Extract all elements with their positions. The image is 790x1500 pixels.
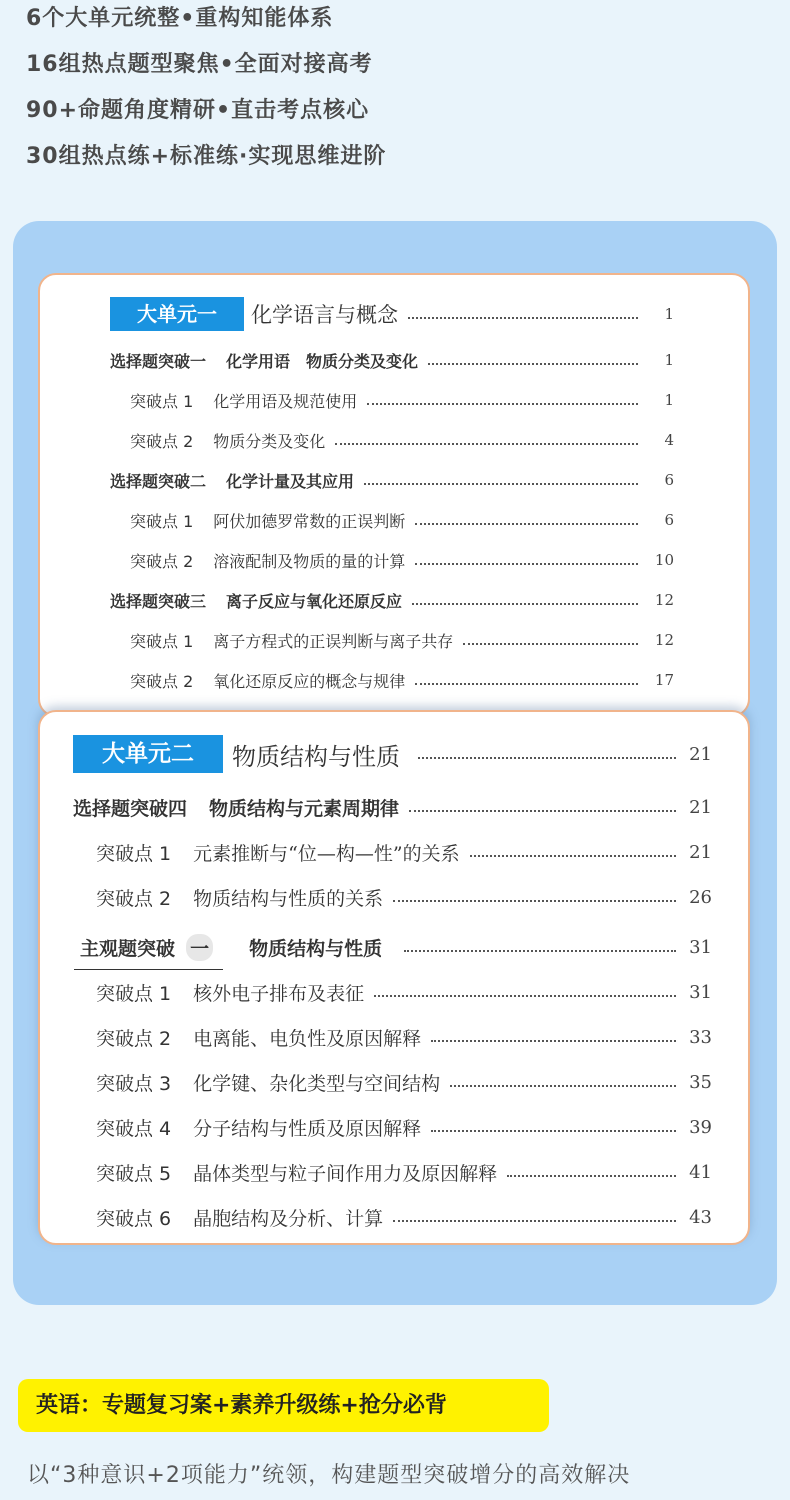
feature-line: 90+命题角度精研•直击考点核心 — [26, 98, 370, 123]
entry-title: 电离能、电负性及原因解释 — [193, 1027, 422, 1050]
page-number: 21 — [689, 796, 712, 818]
subjective-label — [80, 934, 213, 961]
entry-title: 化学计量及其应用 — [226, 471, 355, 491]
toc-entry[interactable] — [130, 387, 674, 413]
page-number: 21 — [689, 743, 712, 765]
entry-title: 离子反应与氧化还原反应 — [226, 591, 403, 611]
page-number: 12 — [654, 631, 674, 649]
entry-title: 阿伏加德罗常数的正误判断 — [213, 511, 406, 531]
toc-entry[interactable] — [96, 1022, 712, 1052]
dot-leader — [393, 1220, 676, 1222]
entry-label: 突破点 2 — [96, 1027, 172, 1050]
dot-leader — [374, 995, 676, 997]
dot-leader — [415, 523, 638, 525]
unit2-card — [38, 710, 750, 1245]
entry-label: 选择题突破四 — [73, 797, 188, 820]
dot-leader — [367, 403, 638, 405]
toc-entry[interactable] — [96, 837, 712, 867]
toc-entry[interactable] — [96, 1067, 712, 1097]
toc-entry[interactable] — [130, 547, 674, 573]
page-number: 31 — [689, 936, 712, 958]
dot-leader — [415, 563, 638, 565]
page-number: 33 — [689, 1026, 712, 1048]
dot-leader — [428, 363, 638, 365]
feature-line: 16组热点题型聚焦•全面对接高考 — [26, 52, 373, 77]
dot-leader — [463, 643, 638, 645]
dot-leader — [415, 683, 638, 685]
underline — [74, 969, 223, 970]
dot-leader — [404, 950, 676, 952]
page-number: 41 — [689, 1161, 712, 1183]
entry-title: 分子结构与性质及原因解释 — [193, 1117, 422, 1140]
dot-leader — [393, 900, 676, 902]
dot-leader — [450, 1085, 676, 1087]
dot-leader — [431, 1130, 676, 1132]
entry-label: 突破点 1 — [130, 631, 194, 651]
entry-title: 溶液配制及物质的量的计算 — [213, 551, 406, 571]
dot-leader — [364, 483, 638, 485]
toc-entry[interactable] — [130, 427, 674, 453]
page-number: 6 — [664, 511, 674, 529]
unit2-heading[interactable] — [73, 735, 712, 773]
entry-title: 核外电子排布及表征 — [193, 982, 365, 1005]
entry-label: 突破点 2 — [130, 551, 194, 571]
toc-entry[interactable] — [73, 792, 712, 822]
entry-title: 离子方程式的正误判断与离子共存 — [213, 631, 454, 651]
entry-label: 突破点 1 — [130, 391, 194, 411]
dot-leader — [409, 810, 676, 812]
entry-label: 突破点 5 — [96, 1162, 172, 1185]
toc-entry[interactable] — [96, 1202, 712, 1232]
entry-label: 突破点 3 — [96, 1072, 172, 1095]
entry-label: 主观题突破 — [80, 937, 176, 960]
entry-label: 突破点 1 — [96, 982, 172, 1005]
entry-title: 氧化还原反应的概念与规律 — [213, 671, 406, 691]
unit1-heading[interactable] — [110, 297, 674, 331]
entry-title: 物质结构与元素周期律 — [209, 797, 400, 820]
toc-entry[interactable] — [130, 667, 674, 693]
entry-title: 物质结构与性质 — [249, 937, 383, 960]
bottom-description: 以“3种意识+2项能力”统领，构建题型突破增分的高效解决 — [27, 1463, 631, 1488]
entry-title: 化学键、杂化类型与空间结构 — [193, 1072, 441, 1095]
toc-entry[interactable] — [96, 1112, 712, 1142]
feature-list — [26, 0, 386, 180]
page-number: 10 — [654, 551, 674, 569]
page-number: 21 — [689, 841, 712, 863]
toc-entry[interactable] — [130, 507, 674, 533]
page-number: 43 — [689, 1206, 712, 1228]
dot-leader — [335, 443, 638, 445]
page-number: 26 — [689, 886, 712, 908]
page-number: 1 — [664, 305, 674, 323]
entry-title: 晶胞结构及分析、计算 — [193, 1207, 384, 1230]
unit2-badge: 大单元二 — [73, 735, 223, 773]
entry-title: 化学用语及规范使用 — [213, 391, 358, 411]
dot-leader — [418, 757, 676, 759]
entry-label: 突破点 1 — [130, 511, 194, 531]
unit2-title: 物质结构与性质 — [232, 742, 400, 771]
toc-entry[interactable] — [130, 627, 674, 653]
unit1-title: 化学语言与概念 — [251, 303, 398, 327]
dot-leader — [507, 1175, 676, 1177]
toc-entry[interactable] — [110, 467, 674, 493]
entry-label: 突破点 4 — [96, 1117, 172, 1140]
toc-entry[interactable] — [96, 977, 712, 1007]
dot-leader — [408, 317, 638, 319]
page-number: 12 — [654, 591, 674, 609]
unit1-badge: 大单元一 — [110, 297, 244, 331]
page-number: 1 — [664, 351, 674, 369]
page-number: 6 — [664, 471, 674, 489]
feature-line: 30组热点练+标准练·实现思维进阶 — [26, 144, 387, 169]
entry-label: 突破点 2 — [130, 671, 194, 691]
dot-leader — [431, 1040, 676, 1042]
page-number: 31 — [689, 981, 712, 1003]
feature-line: 6个大单元统整•重构知能体系 — [26, 6, 334, 31]
dot-leader — [412, 603, 638, 605]
entry-title: 物质结构与性质的关系 — [193, 887, 384, 910]
unit1-card — [38, 273, 750, 717]
page-number: 39 — [689, 1116, 712, 1138]
entry-label: 突破点 6 — [96, 1207, 172, 1230]
entry-label: 选择题突破二 — [110, 471, 207, 491]
entry-label: 突破点 2 — [130, 431, 194, 451]
entry-title: 物质分类及变化 — [213, 431, 326, 451]
entry-label: 选择题突破三 — [110, 591, 207, 611]
page-number: 1 — [664, 391, 674, 409]
toc-entry[interactable] — [96, 882, 712, 912]
page-number: 35 — [689, 1071, 712, 1093]
toc-entry[interactable] — [110, 347, 674, 373]
entry-title: 晶体类型与粒子间作用力及原因解释 — [193, 1162, 498, 1185]
toc-entry[interactable] — [110, 587, 674, 613]
toc-entry[interactable] — [80, 932, 712, 962]
toc-entry[interactable] — [96, 1157, 712, 1187]
entry-title: 元素推断与“位—构—性”的关系 — [193, 842, 460, 865]
entry-label: 突破点 2 — [96, 887, 172, 910]
dot-leader — [470, 855, 676, 857]
entry-number: 一 — [186, 934, 213, 961]
english-banner: 英语：专题复习案+素养升级练+抢分必背 — [18, 1379, 549, 1432]
entry-label: 突破点 1 — [96, 842, 172, 865]
page-number: 4 — [664, 431, 674, 449]
entry-title: 化学用语 物质分类及变化 — [226, 351, 419, 371]
entry-label: 选择题突破一 — [110, 351, 207, 371]
page-number: 17 — [654, 671, 674, 689]
